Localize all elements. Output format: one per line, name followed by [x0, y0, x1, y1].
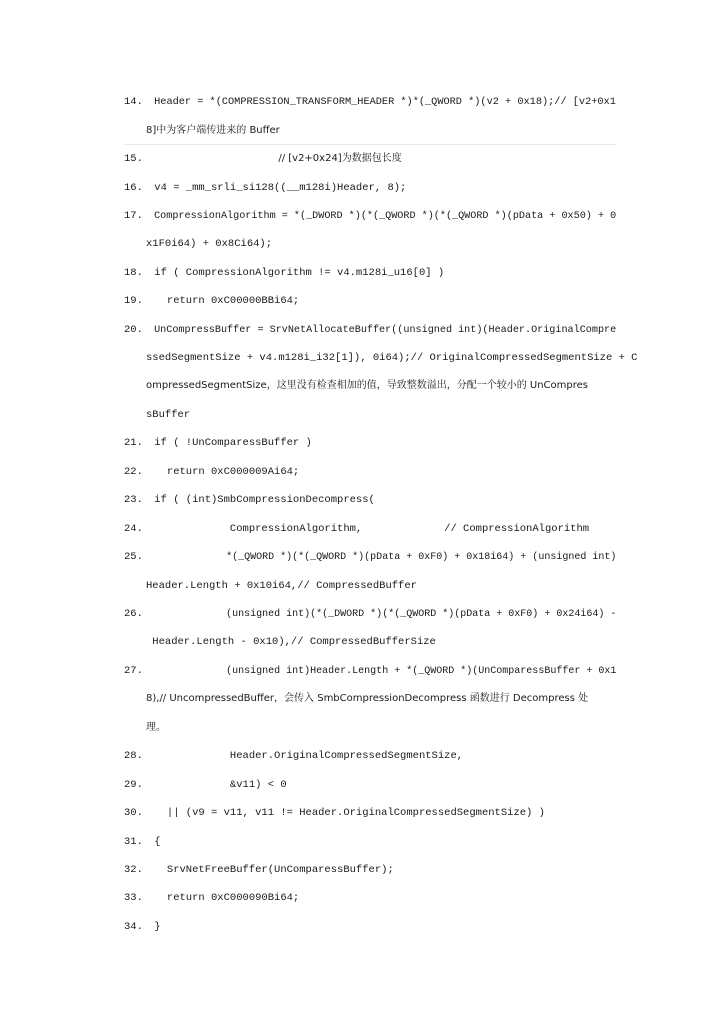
line-number: 24.: [124, 523, 143, 535]
code-line-16: [124, 178, 616, 198]
code-text: ompressedSegmentSize，这里没有检查相加的值，导致整数溢出，分配一个较小的 UnCompres: [146, 380, 588, 391]
code-text: v4 = _mm_srli_si128((__m128i)Header, 8);: [148, 182, 407, 194]
code-line-14-cont: [146, 121, 638, 141]
line-number: 20.: [124, 324, 143, 336]
code-text: Header.OriginalCompressedSegmentSize,: [148, 750, 464, 762]
code-text: 理。: [146, 722, 166, 733]
code-line-17: [124, 206, 616, 226]
code-line-19: [124, 291, 616, 311]
code-line-14: [124, 92, 616, 112]
line-number: 17.: [124, 210, 143, 222]
code-line-15: [124, 149, 616, 169]
line-number: 25.: [124, 551, 143, 563]
code-text: sBuffer: [146, 409, 191, 421]
divider: [124, 144, 616, 145]
code-text: 8]中为客户端传进来的 Buffer: [146, 125, 280, 136]
code-text: if ( !UnComparessBuffer ): [148, 437, 312, 449]
code-text: Header.Length - 0x10),// CompressedBufferSize: [146, 636, 436, 648]
line-number: 27.: [124, 665, 143, 677]
line-number: 18.: [124, 267, 143, 279]
code-text: Header.Length + 0x10i64,// CompressedBuffer: [146, 580, 417, 592]
code-text: SrvNetFreeBuffer(UnComparessBuffer);: [148, 864, 394, 876]
code-text: if ( (int)SmbCompressionDecompress(: [148, 494, 375, 506]
code-line-27-cont: [146, 718, 638, 738]
code-line-28: [124, 746, 616, 766]
code-text: || (v9 = v11, v11 != Header.OriginalCompressedSegmentSize) ): [148, 807, 545, 819]
code-text: return 0xC00000BBi64;: [148, 295, 300, 307]
code-text: CompressionAlgorithm, // CompressionAlgorithm: [148, 523, 590, 535]
code-line-20-cont: [146, 348, 638, 368]
line-number: 16.: [124, 182, 143, 194]
line-number: 15.: [124, 153, 143, 165]
line-number: 22.: [124, 466, 143, 478]
line-number: 32.: [124, 864, 143, 876]
code-text: {: [148, 836, 161, 848]
code-line-33: [124, 888, 616, 908]
code-text: (unsigned int)(*(_DWORD *)(*(_QWORD *)(pData + 0xF0) + 0x24i64) -: [148, 608, 617, 620]
code-line-34: [124, 917, 616, 937]
code-line-17-cont: [146, 234, 638, 254]
line-number: 26.: [124, 608, 143, 620]
code-text: x1F0i64) + 0x8Ci64);: [146, 238, 273, 250]
code-text: return 0xC000090Bi64;: [148, 892, 300, 904]
line-number: 28.: [124, 750, 143, 762]
code-line-20: [124, 320, 616, 340]
code-text: UnCompressBuffer = SrvNetAllocateBuffer((unsigned int)(Header.OriginalCompre: [148, 324, 617, 336]
code-text: ssedSegmentSize + v4.m128i_i32[1]), 0i64);// OriginalCompressedSegmentSize + C: [146, 352, 638, 364]
line-number: 23.: [124, 494, 143, 506]
code-line-25-cont: [146, 576, 638, 596]
code-text: *(_QWORD *)(*(_QWORD *)(pData + 0xF0) + 0x18i64) + (unsigned int): [148, 551, 617, 563]
code-text: 8),// UncompressedBuffer，会传入 SmbCompressionDecompress 函数进行 Decompress 处: [146, 693, 589, 704]
code-line-23: [124, 490, 616, 510]
code-line-25: [124, 547, 616, 567]
line-number: 14.: [124, 96, 143, 108]
code-text: &v11) < 0: [148, 779, 287, 791]
code-text: Header = *(COMPRESSION_TRANSFORM_HEADER *)*(_QWORD *)(v2 + 0x18);// [v2+0x1: [148, 96, 616, 108]
code-text: if ( CompressionAlgorithm != v4.m128i_u16[0] ): [148, 267, 445, 279]
code-text: CompressionAlgorithm = *(_DWORD *)(*(_QWORD *)(*(_QWORD *)(pData + 0x50) + 0: [148, 210, 617, 222]
code-line-26: [124, 604, 616, 624]
code-line-27: [124, 661, 616, 681]
code-line-20-cont: [146, 405, 638, 425]
line-number: 29.: [124, 779, 143, 791]
code-line-26-cont: [146, 632, 638, 652]
line-number: 30.: [124, 807, 143, 819]
code-line-22: [124, 462, 616, 482]
line-number: 31.: [124, 836, 143, 848]
code-line-32: [124, 860, 616, 880]
line-number: 33.: [124, 892, 143, 904]
code-text: // [v2+0x24]为数据包长度: [148, 153, 402, 164]
line-number: 19.: [124, 295, 143, 307]
code-line-31: [124, 832, 616, 852]
code-text: return 0xC000009Ai64;: [148, 466, 300, 478]
code-line-18: [124, 263, 616, 283]
line-number: 21.: [124, 437, 143, 449]
code-line-30: [124, 803, 616, 823]
code-line-29: [124, 775, 616, 795]
code-line-21: [124, 433, 616, 453]
code-line-20-cont: [146, 376, 638, 396]
code-line-24: [124, 519, 616, 539]
code-text: }: [148, 921, 161, 933]
line-number: 34.: [124, 921, 143, 933]
code-line-27-cont: [146, 689, 638, 709]
code-text: (unsigned int)Header.Length + *(_QWORD *)(UnComparessBuffer + 0x1: [148, 665, 617, 677]
